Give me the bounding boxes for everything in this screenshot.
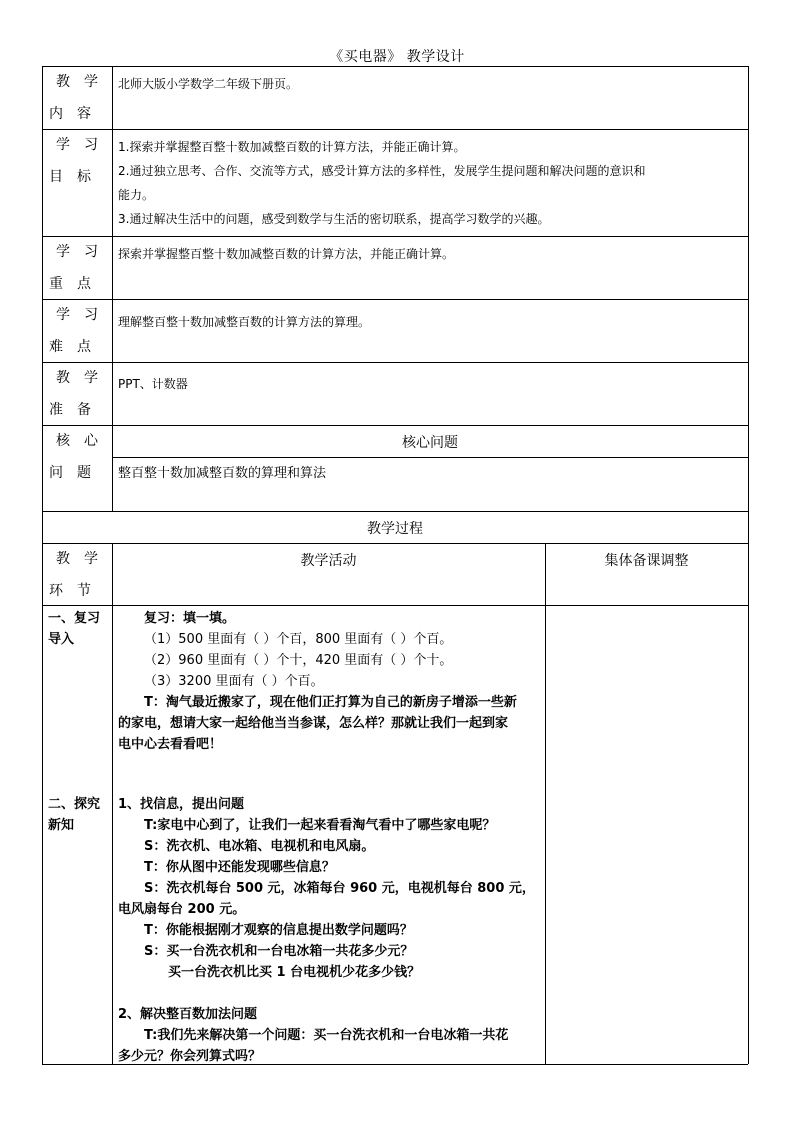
explore-block: 1、找信息，提出问题 T:家电中心到了，让我们一起来看看淘气看中了哪些家电呢？ S：洗衣机、电冰箱、电视机和电风扇。 T：你从图中还能发现哪些信息？ S：洗衣机每台 500 元，冰箱每台 960 元，电视机每台 800 元， 电风扇每台 200 元。 T：你能根据刚才观察的信息提出数学问题吗？ S：买一台洗衣机和一台电冰箱一共花多少元？ 买一台洗衣机比买 1 台电视机少花多少钱？ 2、解决整百数加法问题 T:我们先来解决第一个问题：买一台洗衣机和一台电冰箱一共花 多少元？你会列算式吗？ (118, 797, 535, 1064)
col-header-stage: 教学环节 (49, 551, 112, 599)
label-preparation: 教学准备 (49, 370, 112, 418)
label-core-question: 核心问题 (49, 433, 112, 481)
process-title: 教学过程 (367, 521, 423, 537)
goals-text: 1.探索并掌握整百整十数加减整百数的计算方法，并能正确计算。 2.通过独立思考、合作、交流等方式，感受计算方法的多样性，发展学生提问题和解决问题的意识和 能力。 3.通过解决生活中的问题，感受到数学与生活的密切联系，提高学习数学的兴趣。 (118, 140, 646, 226)
review-block: 复习：填一填。 （1）500 里面有（ ）个百，800 里面有（ ）个百。 （2）960 里面有（ ）个十，420 里面有（ ）个十。 （3）3200 里面有（ ）个百。 T：淘气最近搬家了，现在他们正打算为自己的新房子增添一些新 的家电，想请大家一起给他当当参谋，怎么样？那就让我们一起到家 电中心去看看吧！ (118, 611, 517, 752)
label-key-points: 学习重点 (49, 244, 112, 292)
preparation-text: PPT、计数器 (118, 377, 188, 391)
stage-review: 一、复习导入 (48, 611, 101, 647)
col-header-adjust: 集体备课调整 (604, 553, 689, 569)
key-points-text: 探索并掌握整百整十数加减整百数的计算方法，并能正确计算。 (118, 247, 455, 261)
page-title: 《买电器》 教学设计 (329, 49, 465, 65)
label-content: 教学内容 (49, 74, 112, 122)
core-question-header: 核心问题 (402, 435, 458, 451)
content-text: 北师大版小学数学二年级下册页。 (118, 77, 299, 91)
difficulties-text: 理解整百整十数加减整百数的计算方法的算理。 (118, 315, 371, 329)
label-difficulties: 学习难点 (49, 307, 112, 355)
core-question-text: 整百整十数加减整百数的算理和算法 (118, 466, 327, 481)
col-header-activity: 教学活动 (300, 553, 357, 569)
stage-explore: 二、探究新知 (48, 797, 101, 833)
label-goals: 学习目标 (49, 137, 112, 185)
